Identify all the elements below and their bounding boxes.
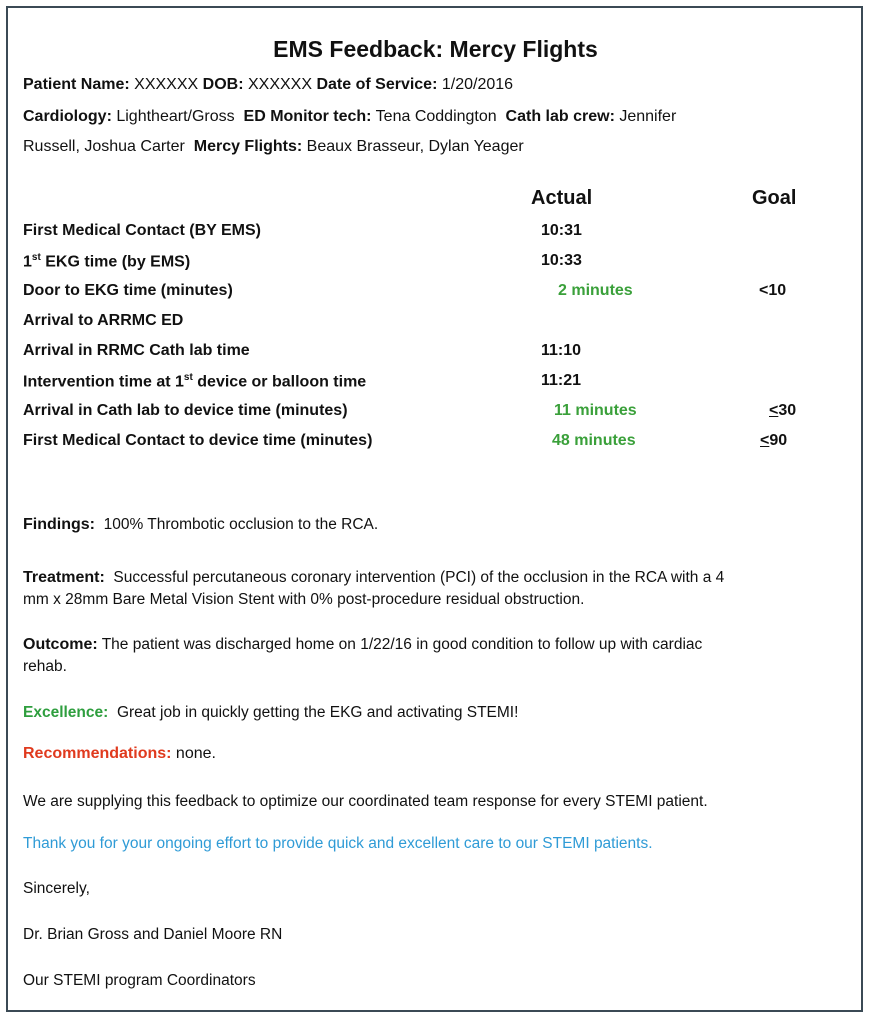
outcome-label: Outcome:: [23, 636, 98, 653]
row-label-sup: st: [31, 252, 41, 263]
monitor-tech-value: Tena Coddington: [375, 108, 497, 125]
date-of-service-value: 1/20/2016: [441, 76, 514, 93]
goal-symbol: <: [760, 432, 770, 449]
excellence-label: Excellence:: [23, 704, 109, 721]
mercy-flights-value: Beaux Brasseur, Dylan Yeager: [306, 138, 524, 155]
patient-name-label: Patient Name:: [23, 76, 130, 93]
cardiology-label: Cardiology:: [23, 108, 112, 125]
cardiology-value: Lightheart/Gross: [116, 108, 235, 125]
goal-header: Goal: [752, 187, 797, 209]
findings-paragraph: [23, 514, 843, 536]
excellence-text: Great job in quickly getting the EKG and activating STEMI!: [116, 704, 519, 721]
sincerely-text: Sincerely,: [23, 880, 90, 897]
row-label-post: EKG time (by EMS): [40, 253, 191, 271]
findings-text: 100% Thrombotic occlusion to the RCA.: [103, 516, 379, 533]
row-label: [23, 252, 190, 271]
row-label: [23, 372, 366, 391]
outcome-line-1: [23, 634, 843, 656]
patient-info-line: [23, 76, 513, 94]
row-actual: 10:31: [541, 222, 582, 239]
row-goal: <10: [759, 282, 787, 299]
row-label: Arrival to ARRMC ED: [23, 312, 184, 329]
document-title: EMS Feedback: Mercy Flights: [273, 36, 598, 62]
outcome-paragraph: [23, 634, 843, 678]
row-actual: 2 minutes: [558, 282, 633, 299]
row-label: Arrival in Cath lab to device time (minutes): [23, 402, 348, 419]
row-actual: 48 minutes: [552, 432, 636, 449]
findings-label: Findings:: [23, 516, 95, 533]
cath-lab-crew-value-cont: Russell, Joshua Carter: [23, 138, 185, 155]
team-line-2: [23, 138, 524, 156]
mercy-flights-label: Mercy Flights:: [193, 138, 303, 155]
row-label: Door to EKG time (minutes): [23, 282, 233, 299]
row-label-post: device or balloon time: [192, 373, 367, 391]
treatment-label: Treatment:: [23, 569, 105, 586]
treatment-text-1: Successful percutaneous coronary intervention (PCI) of the occlusion in the RCA with a 4: [113, 569, 725, 586]
row-actual: 11:10: [541, 342, 582, 359]
cath-lab-crew-label: Cath lab crew:: [505, 108, 615, 125]
row-label-sup: st: [183, 372, 193, 383]
patient-name-value: XXXXXX: [134, 76, 199, 93]
row-label-pre: Intervention time at 1: [23, 373, 184, 391]
excellence-paragraph: [23, 702, 843, 724]
recommendations-label: Recommendations:: [23, 745, 172, 762]
row-label-pre: 1: [23, 253, 32, 271]
row-actual: 11:21: [541, 372, 582, 389]
recommendations-paragraph: [23, 743, 843, 765]
goal-number: 90: [769, 432, 788, 449]
outcome-text-1: The patient was discharged home on 1/22/16 in good condition to follow up with cardiac: [101, 636, 703, 653]
row-goal: [760, 432, 787, 450]
treatment-line-2: mm x 28mm Bare Metal Vision Stent with 0% post-procedure residual obstruction.: [23, 591, 585, 608]
goal-number: 30: [778, 402, 797, 419]
dob-label: DOB:: [202, 76, 244, 93]
thank-you-statement: Thank you for your ongoing effort to provide quick and excellent care to our STEMI patients.: [23, 835, 653, 852]
row-label: First Medical Contact to device time (minutes): [23, 432, 373, 449]
cath-lab-crew-value: Jennifer: [619, 108, 677, 125]
outcome-line-2: rehab.: [23, 658, 67, 675]
dob-value: XXXXXX: [247, 76, 313, 93]
team-line-1: [23, 108, 676, 126]
document-frame: [6, 6, 863, 1012]
row-label: Arrival in RRMC Cath lab time: [23, 342, 250, 359]
row-label: First Medical Contact (BY EMS): [23, 222, 261, 239]
signers-role: Our STEMI program Coordinators: [23, 972, 256, 989]
row-actual: 11 minutes: [554, 402, 637, 419]
signers-text: Dr. Brian Gross and Daniel Moore RN: [23, 926, 283, 943]
recommendations-text: none.: [175, 745, 216, 762]
row-goal: [769, 402, 796, 420]
monitor-tech-label: ED Monitor tech:: [243, 108, 372, 125]
date-of-service-label: Date of Service:: [316, 76, 438, 93]
actual-header: Actual: [531, 187, 593, 209]
treatment-paragraph: [23, 567, 843, 611]
feedback-statement: We are supplying this feedback to optimize our coordinated team response for every STEMI patient.: [23, 793, 708, 810]
treatment-line-1: [23, 567, 843, 589]
row-actual: 10:33: [541, 252, 582, 269]
goal-symbol: <: [769, 402, 779, 419]
